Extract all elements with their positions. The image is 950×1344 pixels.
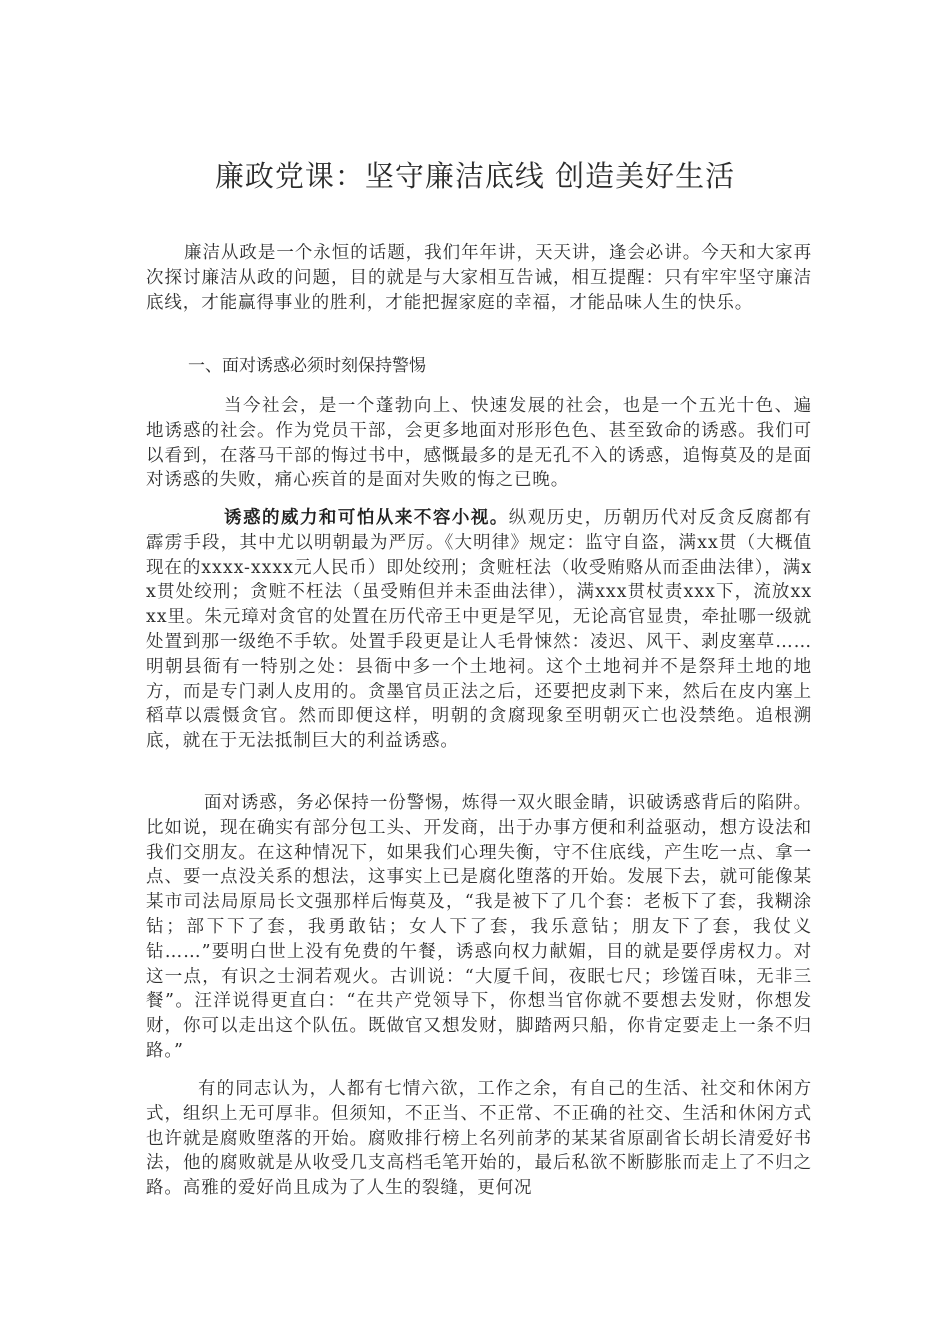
- paragraph-3: 面对诱惑，务必保持一份警惕，炼得一双火眼金睛，识破诱惑背后的陷阱。比如说，现在确实有部分包工头、开发商，出于办事方便和利益驱动，想方设法和我们交朋友。在这种情况下，如果我们心理失衡，守不住底线，产生吃一点、拿一点、要一点没关系的想法，这事实上已是腐化堕落的开始。发展下去，就可能像某某市司法局原局长文强那样后悔莫及，“我是被下了几个套：老板下了套，我糊涂钻；部下下了套，我勇敢钻；女人下了套，我乐意钻；朋友下了套，我仗义钻……”要明白世上没有免费的午餐，诱惑向权力献媚，目的就是要俘虏权力。对这一点，有识之士洞若观火。古训说：“大厦千间，夜眠七尺；珍馐百味，无非三餐”。汪洋说得更直白：“在共产党领导下，你想当官你就不要想去发财，你想发财，你可以走出这个队伍。既做官又想发财，脚踏两只船，你肯定要走上一条不归路。”: [146, 793, 812, 1061]
- paragraph-4: 有的同志认为，人都有七情六欲，工作之余，有自己的生活、社交和休闲方式，组织上无可厚非。但须知，不正当、不正常、不正确的社交、生活和休闲方式也许就是腐败堕落的开始。腐败排行榜上名列前茅的某某省原副省长胡长清爱好书法，他的腐败就是从收受几支高档毛笔开始的，最后私欲不断膨胀而走上了不归之路。高雅的爱好尚且成为了人生的裂缝，更何况: [146, 1079, 812, 1199]
- paragraph-1: 当今社会，是一个蓬勃向上、快速发展的社会，也是一个五光十色、遍地诱惑的社会。作为党员干部，会更多地面对形形色色、甚至致命的诱惑。我们可以看到，在落马干部的悔过书中，感慨最多的是无孔不入的诱惑，追悔莫及的是面对诱惑的失败，痛心疾首的是面对失败的悔之已晚。: [146, 396, 812, 491]
- paragraph-2-lead: 诱惑的威力和可怕从来不容小视。: [224, 508, 509, 528]
- document-title: 廉政党课：坚守廉洁底线 创造美好生活: [214, 159, 736, 193]
- section-heading-1: 一、面对诱惑必须时刻保持警惕: [188, 356, 426, 376]
- paragraph-2: [146, 506, 812, 754]
- intro-paragraph: 廉洁从政是一个永恒的话题，我们年年讲，天天讲，逢会必讲。今天和大家再次探讨廉洁从政的问题，目的就是与大家相互告诫，相互提醒：只有牢牢坚守廉洁底线，才能赢得事业的胜利，才能把握家庭的幸福，才能品味人生的快乐。: [146, 243, 812, 313]
- paragraph-2-body: 纵观历史，历朝历代对反贪反腐都有霹雳手段，其中尤以明朝最为严厉。《大明律》规定：监守自盗，满xx贯（大概值现在的xxxx-xxxx元人民币）即处绞刑；贪赃枉法（收受贿赂从而歪曲法律），满xx贯处绞刑；贪赃不枉法（虽受贿但并未歪曲法律），满xxx贯杖责xxx下，流放xxxx里。朱元璋对贪官的处置在历代帝王中更是罕见，无论高官显贵，牵扯哪一级就处置到那一级绝不手软。处置手段更是让人毛骨悚然：凌迟、风干、剥皮塞草……明朝县衙有一特别之处：县衙中多一个土地祠。这个土地祠并不是祭拜土地的地方，而是专门剥人皮用的。贪墨官员正法之后，还要把皮剥下来，然后在皮内塞上稻草以震慑贪官。然而即便这样，明朝的贪腐现象至明朝灭亡也没禁绝。追根溯底，就在于无法抵制巨大的利益诱惑。: [146, 508, 812, 752]
